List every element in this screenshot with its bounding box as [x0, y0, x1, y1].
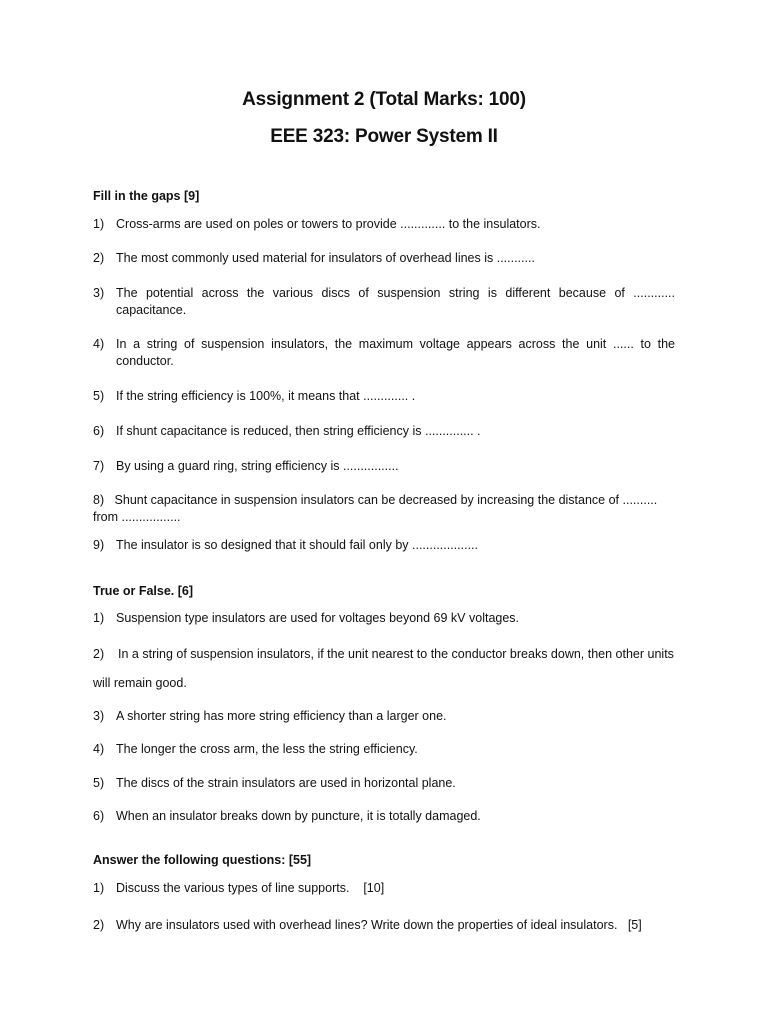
item-number: 1)	[93, 217, 105, 231]
item-text: Discuss the various types of line supports. [10]	[116, 881, 385, 895]
item-number: 9)	[93, 538, 105, 552]
item-text: The discs of the strain insulators are used in horizontal plane.	[116, 776, 456, 790]
item-number: 1)	[93, 611, 105, 625]
list-item	[93, 250, 675, 267]
list-item	[93, 336, 675, 370]
list-item	[93, 423, 675, 440]
list-item	[93, 285, 675, 319]
item-text: The potential across the various discs of suspension string is different because of ............ capacitance.	[116, 286, 675, 317]
item-number: 6)	[93, 424, 105, 438]
questions-heading: Answer the following questions: [55]	[93, 853, 312, 867]
item-text: When an insulator breaks down by puncture, it is totally damaged.	[116, 809, 481, 823]
item-number: 2)	[93, 647, 105, 661]
item-number: 4)	[93, 337, 105, 351]
fill-gaps-heading: Fill in the gaps [9]	[93, 189, 200, 203]
list-item	[93, 880, 675, 897]
item-text: In a string of suspension insulators, the maximum voltage appears across the unit ...... to the conductor.	[116, 337, 675, 368]
list-item	[93, 492, 675, 526]
item-text: By using a guard ring, string efficiency is ................	[116, 459, 399, 473]
item-number: 2)	[93, 918, 105, 932]
item-number: 5)	[93, 776, 105, 790]
list-item	[93, 741, 675, 758]
list-item	[93, 917, 675, 934]
list-item	[93, 610, 675, 627]
assignment-title: Assignment 2 (Total Marks: 100)	[242, 89, 526, 110]
item-text: If the string efficiency is 100%, it means that ............. .	[116, 389, 416, 403]
item-text: A shorter string has more string efficiency than a larger one.	[116, 709, 447, 723]
item-text: Suspension type insulators are used for voltages beyond 69 kV voltages.	[116, 611, 520, 625]
list-item	[93, 808, 675, 825]
true-false-heading: True or False. [6]	[93, 584, 194, 598]
list-item	[93, 537, 675, 554]
list-item	[93, 640, 675, 698]
item-number: 3)	[93, 286, 105, 300]
item-text: Why are insulators used with overhead lines? Write down the properties of ideal insulators. [5]	[116, 918, 642, 932]
course-title: EEE 323: Power System II	[270, 126, 498, 147]
list-item	[93, 708, 675, 725]
item-text: The longer the cross arm, the less the string efficiency.	[116, 742, 418, 756]
item-number: 4)	[93, 742, 105, 756]
item-number: 1)	[93, 881, 105, 895]
list-item	[93, 216, 675, 233]
item-number: 7)	[93, 459, 105, 473]
list-item	[93, 388, 675, 405]
list-item	[93, 775, 675, 792]
item-text: The insulator is so designed that it should fail only by ...................	[116, 538, 478, 552]
item-number: 6)	[93, 809, 105, 823]
item-text: The most commonly used material for insulators of overhead lines is ...........	[116, 251, 535, 265]
item-number: 8)	[93, 493, 105, 507]
item-number: 3)	[93, 709, 105, 723]
item-number: 5)	[93, 389, 105, 403]
item-text: If shunt capacitance is reduced, then string efficiency is .............. .	[116, 424, 481, 438]
list-item	[93, 458, 675, 475]
item-text: Shunt capacitance in suspension insulators can be decreased by increasing the distance of .......... from .................	[93, 493, 658, 524]
item-number: 2)	[93, 251, 105, 265]
item-text: In a string of suspension insulators, if the unit nearest to the conductor breaks down, then other units will remain good.	[93, 647, 674, 690]
item-text: Cross-arms are used on poles or towers to provide ............. to the insulators.	[116, 217, 541, 231]
